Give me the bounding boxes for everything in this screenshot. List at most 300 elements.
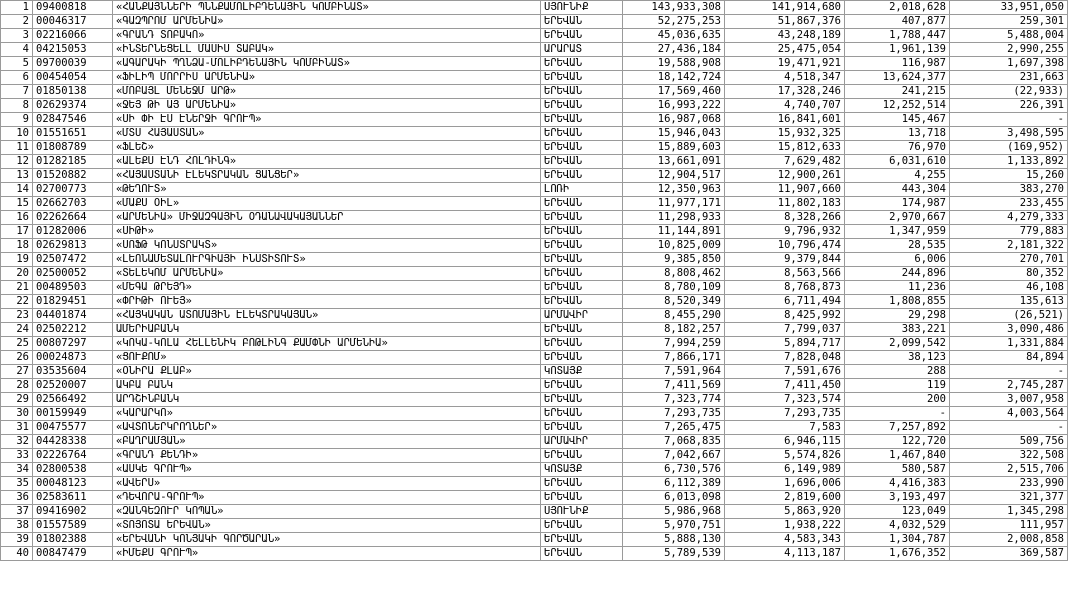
col-3-value-cell: 4,416,383 <box>845 477 950 491</box>
row-number-cell: 23 <box>1 309 33 323</box>
total-cell: 19,588,908 <box>623 57 725 71</box>
col-4-value-cell: 233,455 <box>950 197 1068 211</box>
col-2-value-cell: 17,328,246 <box>725 85 845 99</box>
row-number-cell: 18 <box>1 239 33 253</box>
table-row <box>1 253 1068 267</box>
total-cell: 5,970,751 <box>623 519 725 533</box>
company-name-cell: «ԱՎԵՐՍ» <box>113 477 541 491</box>
company-name-cell: «ՖԼԵՇ» <box>113 141 541 155</box>
tax-id-cell: 04215053 <box>33 43 113 57</box>
region-cell: ԵՐԵՎԱՆ <box>541 379 623 393</box>
table-row <box>1 351 1068 365</box>
region-cell: ԵՐԵՎԱՆ <box>541 267 623 281</box>
col-2-value-cell: 7,411,450 <box>725 379 845 393</box>
tax-id-cell: 02262664 <box>33 211 113 225</box>
col-4-value-cell: 135,613 <box>950 295 1068 309</box>
col-3-value-cell: 4,032,529 <box>845 519 950 533</box>
col-3-value-cell: 38,123 <box>845 351 950 365</box>
total-cell: 15,946,043 <box>623 127 725 141</box>
row-number-cell: 7 <box>1 85 33 99</box>
col-2-value-cell: 9,379,844 <box>725 253 845 267</box>
col-4-value-cell: 2,990,255 <box>950 43 1068 57</box>
region-cell: ԵՐԵՎԱՆ <box>541 225 623 239</box>
table-row <box>1 337 1068 351</box>
col-3-value-cell: - <box>845 407 950 421</box>
company-name-cell: «ԶԱՆԳԵԶՈՒՐ ԿՈՊԱՆ» <box>113 505 541 519</box>
col-3-value-cell: 29,298 <box>845 309 950 323</box>
col-4-value-cell: 4,279,333 <box>950 211 1068 225</box>
total-cell: 6,013,098 <box>623 491 725 505</box>
col-3-value-cell: 28,535 <box>845 239 950 253</box>
row-number-cell: 32 <box>1 435 33 449</box>
row-number-cell: 6 <box>1 71 33 85</box>
total-cell: 5,888,130 <box>623 533 725 547</box>
tax-id-cell: 01829451 <box>33 295 113 309</box>
tax-id-cell: 02662703 <box>33 197 113 211</box>
col-4-value-cell: 383,270 <box>950 183 1068 197</box>
col-4-value-cell: 2,745,287 <box>950 379 1068 393</box>
tax-id-cell: 03535604 <box>33 365 113 379</box>
total-cell: 5,789,539 <box>623 547 725 561</box>
company-name-cell: «ՄՈԲԱՅԼ ՄԵՆԵՋՄ ԱՐԹ» <box>113 85 541 99</box>
col-4-value-cell: 4,003,564 <box>950 407 1068 421</box>
col-3-value-cell: 383,221 <box>845 323 950 337</box>
table-row <box>1 477 1068 491</box>
col-2-value-cell: 10,796,474 <box>725 239 845 253</box>
region-cell: ԱՐՄԱՎԻՐ <box>541 309 623 323</box>
col-2-value-cell: 141,914,680 <box>725 1 845 15</box>
col-3-value-cell: 2,970,667 <box>845 211 950 225</box>
total-cell: 8,780,109 <box>623 281 725 295</box>
tax-id-cell: 04401874 <box>33 309 113 323</box>
company-name-cell: «ՍՈՖԹ ԿՈՆՍՏՐԱԿՏ» <box>113 239 541 253</box>
col-4-value-cell: 84,894 <box>950 351 1068 365</box>
col-2-value-cell: 7,799,037 <box>725 323 845 337</box>
tax-id-cell: 01282006 <box>33 225 113 239</box>
tax-id-cell: 09700039 <box>33 57 113 71</box>
region-cell: ԵՐԵՎԱՆ <box>541 15 623 29</box>
table-row <box>1 211 1068 225</box>
total-cell: 52,275,253 <box>623 15 725 29</box>
row-number-cell: 30 <box>1 407 33 421</box>
col-2-value-cell: 7,591,676 <box>725 365 845 379</box>
table-row <box>1 239 1068 253</box>
col-3-value-cell: 1,467,840 <box>845 449 950 463</box>
table-row <box>1 505 1068 519</box>
total-cell: 8,808,462 <box>623 267 725 281</box>
total-cell: 11,977,171 <box>623 197 725 211</box>
company-name-cell: «ՀԱՅԱՍՏԱՆԻ ԷԼԵԿՏՐԱԿԱՆ ՑԱՆՑԵՐ» <box>113 169 541 183</box>
row-number-cell: 25 <box>1 337 33 351</box>
col-4-value-cell: (26,521) <box>950 309 1068 323</box>
table-row <box>1 1 1068 15</box>
col-3-value-cell: 1,676,352 <box>845 547 950 561</box>
tax-id-cell: 02226764 <box>33 449 113 463</box>
table-row <box>1 43 1068 57</box>
region-cell: ԵՐԵՎԱՆ <box>541 155 623 169</box>
row-number-cell: 14 <box>1 183 33 197</box>
table-row <box>1 85 1068 99</box>
row-number-cell: 26 <box>1 351 33 365</box>
table-row <box>1 155 1068 169</box>
row-number-cell: 15 <box>1 197 33 211</box>
table-row <box>1 197 1068 211</box>
col-4-value-cell: - <box>950 113 1068 127</box>
col-2-value-cell: 7,583 <box>725 421 845 435</box>
region-cell: ԵՐԵՎԱՆ <box>541 71 623 85</box>
col-4-value-cell: 46,108 <box>950 281 1068 295</box>
company-name-cell: «ՄԱՔՍ ՕԻԼ» <box>113 197 541 211</box>
row-number-cell: 20 <box>1 267 33 281</box>
total-cell: 8,182,257 <box>623 323 725 337</box>
col-2-value-cell: 4,518,347 <box>725 71 845 85</box>
region-cell: ԵՐԵՎԱՆ <box>541 85 623 99</box>
row-number-cell: 1 <box>1 1 33 15</box>
col-4-value-cell: 1,331,884 <box>950 337 1068 351</box>
region-cell: ԵՐԵՎԱՆ <box>541 477 623 491</box>
table-row <box>1 547 1068 561</box>
col-3-value-cell: 1,961,139 <box>845 43 950 57</box>
total-cell: 7,994,259 <box>623 337 725 351</box>
col-4-value-cell: 3,007,958 <box>950 393 1068 407</box>
col-3-value-cell: 407,877 <box>845 15 950 29</box>
col-3-value-cell: 2,099,542 <box>845 337 950 351</box>
total-cell: 7,293,735 <box>623 407 725 421</box>
table-row <box>1 309 1068 323</box>
table-row <box>1 421 1068 435</box>
total-cell: 7,042,667 <box>623 449 725 463</box>
col-2-value-cell: 8,425,992 <box>725 309 845 323</box>
col-3-value-cell: 241,215 <box>845 85 950 99</box>
col-2-value-cell: 9,796,932 <box>725 225 845 239</box>
region-cell: ԵՐԵՎԱՆ <box>541 295 623 309</box>
table-row <box>1 29 1068 43</box>
tax-id-cell: 01282185 <box>33 155 113 169</box>
region-cell: ԼՈՌԻ <box>541 183 623 197</box>
col-4-value-cell: 33,951,050 <box>950 1 1068 15</box>
row-number-cell: 27 <box>1 365 33 379</box>
tax-id-cell: 02507472 <box>33 253 113 267</box>
company-name-cell: «ԿԱՐԱՐԿՈ» <box>113 407 541 421</box>
col-3-value-cell: 580,587 <box>845 463 950 477</box>
col-4-value-cell: 1,345,298 <box>950 505 1068 519</box>
table-row <box>1 449 1068 463</box>
col-3-value-cell: 4,255 <box>845 169 950 183</box>
table-row <box>1 281 1068 295</box>
region-cell: ԵՐԵՎԱՆ <box>541 169 623 183</box>
row-number-cell: 40 <box>1 547 33 561</box>
col-2-value-cell: 4,740,707 <box>725 99 845 113</box>
region-cell: ԿՈՏԱՅՔ <box>541 463 623 477</box>
row-number-cell: 36 <box>1 491 33 505</box>
tax-id-cell: 02520007 <box>33 379 113 393</box>
col-3-value-cell: 174,987 <box>845 197 950 211</box>
table-row <box>1 71 1068 85</box>
tax-id-cell: 02502212 <box>33 323 113 337</box>
table-row <box>1 463 1068 477</box>
col-4-value-cell: 1,697,398 <box>950 57 1068 71</box>
table-row <box>1 15 1068 29</box>
tax-id-cell: 00046317 <box>33 15 113 29</box>
tax-id-cell: 00024873 <box>33 351 113 365</box>
region-cell: ԵՐԵՎԱՆ <box>541 57 623 71</box>
col-4-value-cell: 2,008,858 <box>950 533 1068 547</box>
col-3-value-cell: 6,006 <box>845 253 950 267</box>
region-cell: ԵՐԵՎԱՆ <box>541 421 623 435</box>
region-cell: ԵՐԵՎԱՆ <box>541 533 623 547</box>
total-cell: 7,323,774 <box>623 393 725 407</box>
col-4-value-cell: 80,352 <box>950 267 1068 281</box>
col-3-value-cell: 7,257,892 <box>845 421 950 435</box>
tax-id-cell: 01520882 <box>33 169 113 183</box>
total-cell: 6,112,389 <box>623 477 725 491</box>
tax-id-cell: 02800538 <box>33 463 113 477</box>
company-name-cell: «ԹԵՂՈՒՏ» <box>113 183 541 197</box>
tax-id-cell: 01808789 <box>33 141 113 155</box>
col-2-value-cell: 15,932,325 <box>725 127 845 141</box>
col-2-value-cell: 4,113,187 <box>725 547 845 561</box>
col-4-value-cell: 231,663 <box>950 71 1068 85</box>
tax-id-cell: 02583611 <box>33 491 113 505</box>
table-row <box>1 393 1068 407</box>
col-3-value-cell: 12,252,514 <box>845 99 950 113</box>
col-2-value-cell: 7,293,735 <box>725 407 845 421</box>
col-2-value-cell: 11,907,660 <box>725 183 845 197</box>
col-4-value-cell: 111,957 <box>950 519 1068 533</box>
company-name-cell: «ՄՏՍ ՀԱՅԱՍՏԱՆ» <box>113 127 541 141</box>
col-2-value-cell: 6,946,115 <box>725 435 845 449</box>
region-cell: ՍՅՈՒՆԻՔ <box>541 1 623 15</box>
col-3-value-cell: 13,718 <box>845 127 950 141</box>
col-3-value-cell: 200 <box>845 393 950 407</box>
tax-id-cell: 02629374 <box>33 99 113 113</box>
row-number-cell: 34 <box>1 463 33 477</box>
company-name-cell: «ՍԻԹԻ» <box>113 225 541 239</box>
table-row <box>1 491 1068 505</box>
tax-id-cell: 02847546 <box>33 113 113 127</box>
region-cell: ԵՐԵՎԱՆ <box>541 547 623 561</box>
company-name-cell: «ԱԳԱՐԱԿԻ ՊՂՆՁԱ-ՄՈԼԻԲԴԵՆԱՅԻՆ ԿՈՄԲԻՆԱՏ» <box>113 57 541 71</box>
company-name-cell: «ԳՐԱՆԴ ՔԵՆԴԻ» <box>113 449 541 463</box>
total-cell: 9,385,850 <box>623 253 725 267</box>
region-cell: ԵՐԵՎԱՆ <box>541 351 623 365</box>
tax-id-cell: 09400818 <box>33 1 113 15</box>
col-2-value-cell: 8,768,873 <box>725 281 845 295</box>
col-3-value-cell: 244,896 <box>845 267 950 281</box>
company-name-cell: «ՑՈՒՔՈՄ» <box>113 351 541 365</box>
region-cell: ԵՐԵՎԱՆ <box>541 281 623 295</box>
col-4-value-cell: 5,488,004 <box>950 29 1068 43</box>
col-2-value-cell: 7,629,482 <box>725 155 845 169</box>
region-cell: ԿՈՏԱՅՔ <box>541 365 623 379</box>
total-cell: 8,455,290 <box>623 309 725 323</box>
col-3-value-cell: 1,304,787 <box>845 533 950 547</box>
table-row <box>1 225 1068 239</box>
tax-id-cell: 02566492 <box>33 393 113 407</box>
col-4-value-cell: (169,952) <box>950 141 1068 155</box>
company-name-cell: «ԻՆՏԵՐՆԵՑԵԼԼ ՄԱՍԻՍ ՏԱԲԱԿ» <box>113 43 541 57</box>
total-cell: 15,889,603 <box>623 141 725 155</box>
row-number-cell: 24 <box>1 323 33 337</box>
row-number-cell: 11 <box>1 141 33 155</box>
col-4-value-cell: 2,181,322 <box>950 239 1068 253</box>
col-3-value-cell: 3,193,497 <box>845 491 950 505</box>
total-cell: 5,986,968 <box>623 505 725 519</box>
col-4-value-cell: 3,498,595 <box>950 127 1068 141</box>
company-name-cell: ԱՐԴՇԻՆԲԱՆԿ <box>113 393 541 407</box>
region-cell: ՍՅՈՒՆԻՔ <box>541 505 623 519</box>
company-name-cell: «ԴԵՎՈՐԱ-ԳՐՈՒՊ» <box>113 491 541 505</box>
row-number-cell: 10 <box>1 127 33 141</box>
row-number-cell: 37 <box>1 505 33 519</box>
col-4-value-cell: 259,301 <box>950 15 1068 29</box>
table-row <box>1 519 1068 533</box>
company-name-cell: «ԱՍԿԵ ԳՐՈՒՊ» <box>113 463 541 477</box>
row-number-cell: 21 <box>1 281 33 295</box>
total-cell: 18,142,724 <box>623 71 725 85</box>
col-2-value-cell: 6,149,989 <box>725 463 845 477</box>
col-2-value-cell: 25,475,054 <box>725 43 845 57</box>
region-cell: ԵՐԵՎԱՆ <box>541 253 623 267</box>
total-cell: 17,569,460 <box>623 85 725 99</box>
region-cell: ԵՐԵՎԱՆ <box>541 407 623 421</box>
company-name-cell: «ՄԵԳԱ ԹՐԵՅԴ» <box>113 281 541 295</box>
total-cell: 12,904,517 <box>623 169 725 183</box>
row-number-cell: 4 <box>1 43 33 57</box>
col-2-value-cell: 2,819,600 <box>725 491 845 505</box>
tax-id-cell: 00489503 <box>33 281 113 295</box>
table-row <box>1 435 1068 449</box>
company-name-cell: ԱԿԲԱ ԲԱՆԿ <box>113 379 541 393</box>
company-name-cell: «ՀԱՆՔԱՅՆՆԵՐԻ ՊՆՆՔԱՄՈԼԻԲԴԵՆԱՅԻՆ ԿՈՄԲԻՆԱՏ» <box>113 1 541 15</box>
tax-id-cell: 09416902 <box>33 505 113 519</box>
total-cell: 13,661,091 <box>623 155 725 169</box>
table-row <box>1 379 1068 393</box>
row-number-cell: 22 <box>1 295 33 309</box>
company-name-cell: «ԼԵՈՆԱՄԵՏԱԼՈՒՐԳԻԱՅԻ ԻՆՍՏԻՏՈՒՏ» <box>113 253 541 267</box>
company-name-cell: «ԳՐԱՆԴ ՏՈԲԱԿՈ» <box>113 29 541 43</box>
region-cell: ԵՐԵՎԱՆ <box>541 211 623 225</box>
col-2-value-cell: 15,812,633 <box>725 141 845 155</box>
table-row <box>1 365 1068 379</box>
tax-id-cell: 02629813 <box>33 239 113 253</box>
col-2-value-cell: 5,894,717 <box>725 337 845 351</box>
total-cell: 7,265,475 <box>623 421 725 435</box>
region-cell: ԵՐԵՎԱՆ <box>541 393 623 407</box>
col-3-value-cell: 76,970 <box>845 141 950 155</box>
region-cell: ԵՐԵՎԱՆ <box>541 519 623 533</box>
col-3-value-cell: 288 <box>845 365 950 379</box>
col-2-value-cell: 43,248,189 <box>725 29 845 43</box>
total-cell: 7,068,835 <box>623 435 725 449</box>
col-3-value-cell: 119 <box>845 379 950 393</box>
row-number-cell: 31 <box>1 421 33 435</box>
tax-id-cell: 00048123 <box>33 477 113 491</box>
table-row <box>1 407 1068 421</box>
region-cell: ԵՐԵՎԱՆ <box>541 449 623 463</box>
company-name-cell: «ՋԵՅ ԹԻ ԱՅ ԱՐՄԵՆԻԱ» <box>113 99 541 113</box>
total-cell: 7,411,569 <box>623 379 725 393</box>
col-4-value-cell: 509,756 <box>950 435 1068 449</box>
region-cell: ԵՐԵՎԱՆ <box>541 141 623 155</box>
col-4-value-cell: - <box>950 421 1068 435</box>
col-4-value-cell: 779,883 <box>950 225 1068 239</box>
company-name-cell: «ՕՆԻՐԱ ՔԼԱԲ» <box>113 365 541 379</box>
col-4-value-cell: 2,515,706 <box>950 463 1068 477</box>
company-name-cell: «ԲԱՂՐԱՄՅԱՆ» <box>113 435 541 449</box>
row-number-cell: 9 <box>1 113 33 127</box>
col-2-value-cell: 8,563,566 <box>725 267 845 281</box>
region-cell: ԱՐՄԱՎԻՐ <box>541 435 623 449</box>
col-2-value-cell: 8,328,266 <box>725 211 845 225</box>
total-cell: 10,825,009 <box>623 239 725 253</box>
col-4-value-cell: - <box>950 365 1068 379</box>
col-2-value-cell: 51,867,376 <box>725 15 845 29</box>
row-number-cell: 8 <box>1 99 33 113</box>
region-cell: ԵՐԵՎԱՆ <box>541 197 623 211</box>
company-name-cell: «ՓՐԻԹԻ ՈՒԵՅ» <box>113 295 541 309</box>
tax-id-cell: 02500052 <box>33 267 113 281</box>
table-row <box>1 295 1068 309</box>
row-number-cell: 33 <box>1 449 33 463</box>
row-number-cell: 19 <box>1 253 33 267</box>
company-name-cell: «ՀԱՅԿԱԿԱՆ ԱՏՈՄԱՅԻՆ ԷԼԵԿՏՐԱԿԱՅԱՆ» <box>113 309 541 323</box>
table-row <box>1 183 1068 197</box>
region-cell: ԵՐԵՎԱՆ <box>541 127 623 141</box>
col-2-value-cell: 12,900,261 <box>725 169 845 183</box>
company-name-cell: ԱՄԵՐԻԱԲԱՆԿ <box>113 323 541 337</box>
tax-id-cell: 04428338 <box>33 435 113 449</box>
tax-id-cell: 00475577 <box>33 421 113 435</box>
company-name-cell: «ԻՄԵՔՍ ԳՐՈՒՊ» <box>113 547 541 561</box>
col-4-value-cell: 1,133,892 <box>950 155 1068 169</box>
row-number-cell: 5 <box>1 57 33 71</box>
table-row <box>1 533 1068 547</box>
col-2-value-cell: 7,323,574 <box>725 393 845 407</box>
tax-id-cell: 00454054 <box>33 71 113 85</box>
region-cell: ԵՐԵՎԱՆ <box>541 29 623 43</box>
total-cell: 45,036,635 <box>623 29 725 43</box>
col-2-value-cell: 6,711,494 <box>725 295 845 309</box>
region-cell: ԵՐԵՎԱՆ <box>541 239 623 253</box>
total-cell: 143,933,308 <box>623 1 725 15</box>
tax-id-cell: 02216066 <box>33 29 113 43</box>
row-number-cell: 13 <box>1 169 33 183</box>
col-4-value-cell: 15,260 <box>950 169 1068 183</box>
row-number-cell: 38 <box>1 519 33 533</box>
tax-id-cell: 01557589 <box>33 519 113 533</box>
col-3-value-cell: 443,304 <box>845 183 950 197</box>
tax-id-cell: 00159949 <box>33 407 113 421</box>
total-cell: 27,436,184 <box>623 43 725 57</box>
row-number-cell: 2 <box>1 15 33 29</box>
col-4-value-cell: 321,377 <box>950 491 1068 505</box>
tax-id-cell: 01551651 <box>33 127 113 141</box>
col-3-value-cell: 11,236 <box>845 281 950 295</box>
table-row <box>1 141 1068 155</box>
row-number-cell: 39 <box>1 533 33 547</box>
company-name-cell: «ՖԻԼԻՊ ՄՈՐՐԻՍ ԱՐՄԵՆԻԱ» <box>113 71 541 85</box>
region-cell: ԵՐԵՎԱՆ <box>541 113 623 127</box>
tax-id-cell: 02700773 <box>33 183 113 197</box>
col-2-value-cell: 11,802,183 <box>725 197 845 211</box>
col-4-value-cell: 226,391 <box>950 99 1068 113</box>
company-name-cell: «ՍԻ ՓԻ ԷՍ ԷՆԵՐՋԻ ԳՐՈՒՊ» <box>113 113 541 127</box>
col-3-value-cell: 1,347,959 <box>845 225 950 239</box>
company-name-cell: «ԿՈԿԱ-ԿՈԼԱ ՀԵԼԼԵՆԻԿ ԲՈԹԼԻՆԳ ՔԱՄՓՆԻ ԱՐՄԵՆԻԱ» <box>113 337 541 351</box>
row-number-cell: 12 <box>1 155 33 169</box>
col-4-value-cell: 3,090,486 <box>950 323 1068 337</box>
